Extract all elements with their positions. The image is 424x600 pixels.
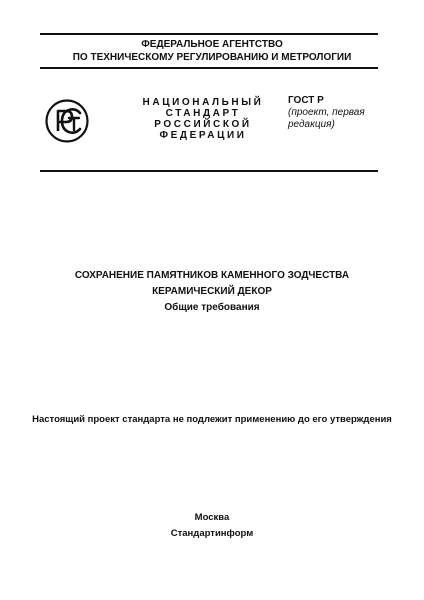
agency-line-1: ФЕДЕРАЛЬНОЕ АГЕНТСТВО <box>141 39 283 50</box>
gost-number: ГОСТ Р <box>288 95 324 106</box>
header-bottom-rule <box>40 170 378 172</box>
standard-line-4: ФЕДЕРАЦИИ <box>159 130 247 141</box>
gost-designation <box>288 95 365 131</box>
agency-line-2: ПО ТЕХНИЧЕСКОМУ РЕГУЛИРОВАНИЮ И МЕТРОЛОГИИ <box>72 52 352 63</box>
standard-line-3: РОССИЙСКОЙ <box>154 119 252 130</box>
standard-line-1: НАЦИОНАЛЬНЫЙ <box>142 97 264 108</box>
document-title <box>0 268 424 316</box>
agency-name <box>40 38 384 64</box>
publisher: Стандартинформ <box>170 528 254 539</box>
city: Москва <box>194 512 230 523</box>
edition-line-2: редакция) <box>288 119 335 130</box>
draft-notice: Настоящий проект стандарта не подлежит применению до его утверждения <box>32 414 392 425</box>
title-line-3: Общие требования <box>164 302 260 313</box>
top-rule <box>40 33 378 35</box>
gost-r-certification-mark-icon <box>45 99 89 143</box>
title-line-1: СОХРАНЕНИЕ ПАМЯТНИКОВ КАМЕННОГО ЗОДЧЕСТВА <box>74 270 350 281</box>
national-standard-label <box>136 97 270 141</box>
imprint <box>0 510 424 542</box>
title-line-2: КЕРАМИЧЕСКИЙ ДЕКОР <box>152 286 272 297</box>
header-rule <box>40 67 378 69</box>
edition-line-1: (проект, первая <box>288 107 365 118</box>
standard-line-2: СТАНДАРТ <box>165 108 241 119</box>
